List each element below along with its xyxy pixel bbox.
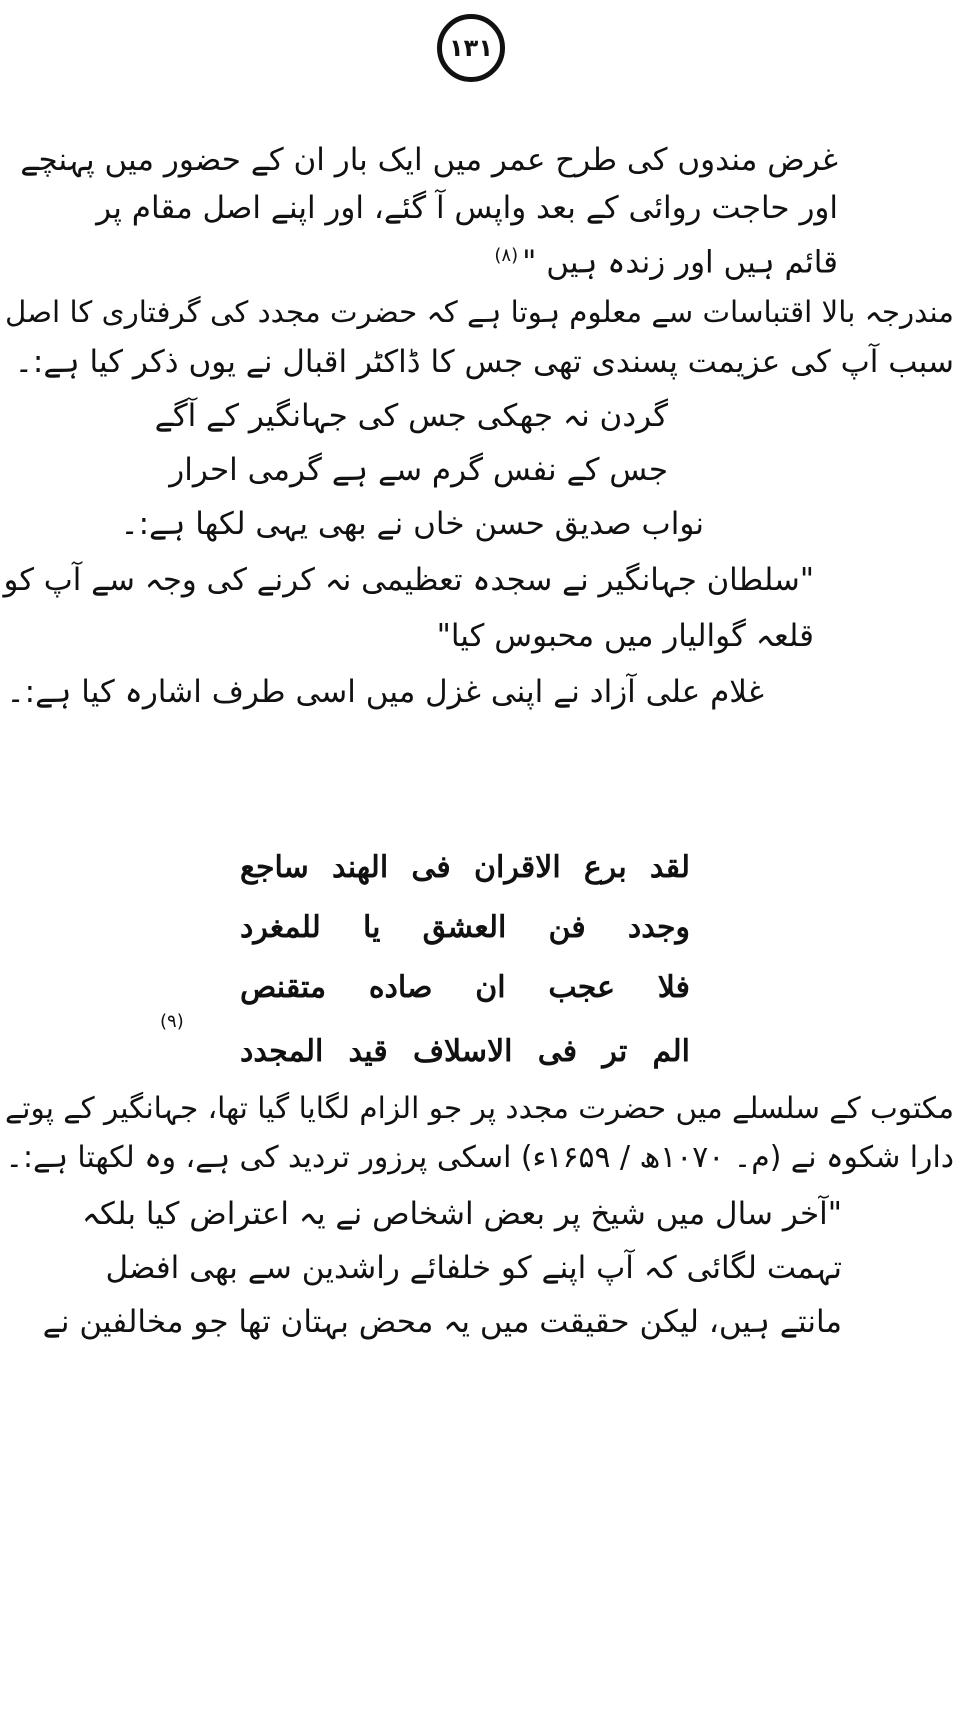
arabic-verse-2: وجدد فن العشق یا للمغرد [240,910,690,945]
verse-line-1: گردن نہ جھکی جس کی جہانگیر کے آگے [154,398,668,434]
text-line-4: مندرجہ بالا اقتباسات سے معلوم ہوتا ہے کہ حضرت مجدد کی گرفتاری کا اصل [4,295,954,329]
page-number: ۱۳۱ [437,14,505,82]
text-line-3: قائم ہیں اور زندہ ہیں "$^{(۸)}$ [494,244,838,281]
text-line-2: اور حاجت روائی کے بعد واپس آ گئے، اور اپنے اصل مقام پر [96,190,838,226]
arabic-verse-4: الم تر فی الاسلاف قید المجدد [240,1034,690,1069]
verse-line-2: جس کے نفس گرم سے ہے گرمی احرار [169,452,668,488]
text-line-8: نواب صدیق حسن خاں نے بھی یہی لکھا ہے:۔ [120,506,704,542]
arabic-verse-1: لقد برع الاقران فی الهند ساجع [240,850,690,885]
text-line-14: "آخر سال میں شیخ پر بعض اشخاص نے یہ اعتراض کیا بلکہ [81,1196,842,1232]
text-line-9: "سلطان جہانگیر نے سجدہ تعظیمی نہ کرنے کی وجہ سے آپ کو [3,562,814,598]
arabic-verse-3: فلا عجب ان صاده متقنص [240,970,690,1005]
text-line-10: قلعہ گوالیار میں محبوس کیا" [436,618,814,654]
text-line-13: دارا شکوہ نے (م۔ ۱۰۷۰ھ / ۱۶۵۹ء) اسکی پرزور تردید کی ہے، وہ لکھتا ہے:۔ [5,1140,954,1175]
text-line-16: مانتے ہیں، لیکن حقیقت میں یہ محض بہتان تھا جو مخالفین نے [42,1304,842,1340]
text-line-1: غرض مندوں کی طرح عمر میں ایک بار ان کے حضور میں پہنچے [20,142,838,178]
text-line-5: سبب آپ کی عزیمت پسندی تھی جس کا ڈاکٹر اقبال نے یوں ذکر کیا ہے:۔ [14,344,954,380]
text-line-11: غلام علی آزاد نے اپنی غزل میں اسی طرف اشارہ کیا ہے:۔ [6,674,764,710]
footnote-ref-9: (۹) [160,1011,184,1032]
footnote-ref-8: (۸) [494,245,519,266]
text-line-15: تہمت لگائی کہ آپ اپنے کو خلفائے راشدین سے بھی افضل [105,1250,842,1286]
text-line-12: مکتوب کے سلسلے میں حضرت مجدد پر جو الزام لگایا گیا تھا، جہانگیر کے پوتے [4,1091,954,1125]
